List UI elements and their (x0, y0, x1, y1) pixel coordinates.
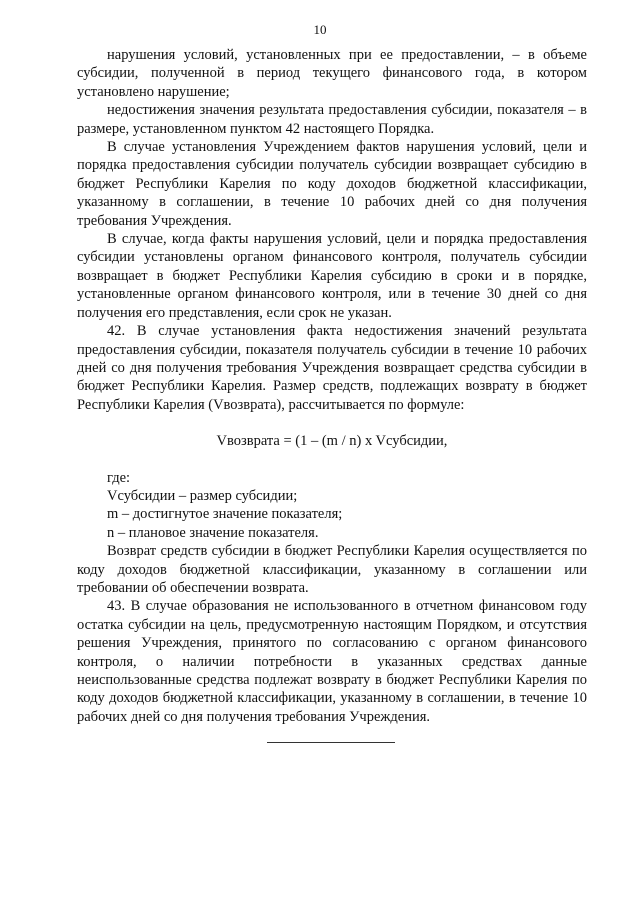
footer-divider (267, 742, 395, 743)
paragraph-section-42: 42. В случае установления факта недостижения значений результата предоставления субсидии, показателя получатель субсидии в течение 10 рабочих дней со дня получения требования Учреждения возвращает средства субсидии в бюджет Республики Карелия. Размер средств, подлежащих возврату в бюджет Республики Карелия (Vвозврата), рассчитывается по формуле: (77, 323, 587, 413)
definition-item: m – достигнутое значение показателя; (107, 506, 343, 523)
paragraph-non-achievement: недостижения значения результата предоставления субсидии, показателя – в размере, установленном пунктом 42 настоящего Порядка. (77, 102, 587, 137)
page-number: 10 (313, 22, 327, 37)
paragraph-institution-violation: В случае установления Учреждением фактов нарушения условий, цели и порядка предоставления субсидии получатель субсидии возвращает субсидию в бюджет Республики Карелия по коду доходов бюджетной классификации, указанному в соглашении, в течение 10 рабочих дней со дня получения требования Учреждения. (77, 139, 587, 229)
where-label: где: (107, 469, 131, 486)
paragraph-refund-code: Возврат средств субсидии в бюджет Республики Карелия осуществляется по коду доходов бюджетной классификации, указанному в соглашении или требовании об обеспечении возврата. (77, 543, 587, 596)
definition-item: Vсубсидии – размер субсидии; (107, 487, 298, 504)
definition-item: n – плановое значение показателя. (107, 524, 319, 541)
paragraph-section-43: 43. В случае образования не использованного в отчетном финансовом году остатка субсидии на цель, предусмотренную настоящим Порядком, и отсутствия решения Учреждения, принятого по согласованию с органом финансового контроля, о наличии потребности в указанных средствах данные неиспользованные средства подлежат возврату в бюджет Республики Карелия по коду доходов бюджетной классификации, указанному в соглашении, в течение 10 рабочих дней со дня получения требования Учреждения. (77, 598, 587, 725)
paragraph-financial-control: В случае, когда факты нарушения условий, цели и порядка предоставления субсидии установлены органом финансового контроля, получатель субсидии возвращает в бюджет Республики Карелия субсидию в сроки и в порядке, установленные органом финансового контроля, или в течение 30 дней со дня получения его представления, если срок не указан. (77, 231, 587, 321)
document-body (77, 46, 587, 726)
refund-formula: Vвозврата = (1 – (m / n) x Vсубсидии, (216, 433, 448, 450)
paragraph-violation-volume: нарушения условий, установленных при ее предоставлении, – в объеме субсидии, полученной в период текущего финансового года, в котором установлено нарушение; (77, 47, 587, 100)
